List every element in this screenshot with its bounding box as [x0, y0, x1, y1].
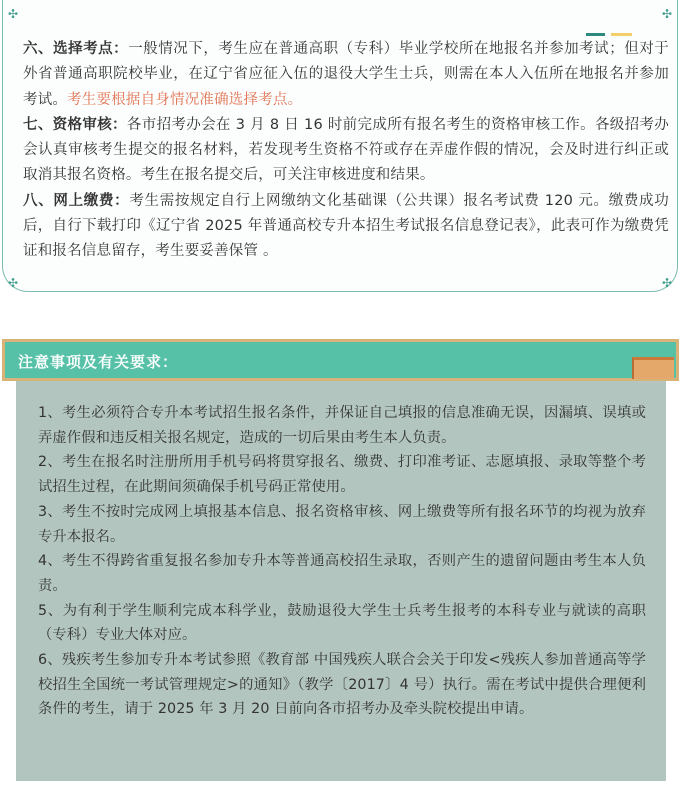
- section-heading: 六、选择考点：: [23, 41, 129, 57]
- notice-body: [16, 381, 666, 781]
- decorative-bar: [611, 33, 632, 36]
- corner-ornament-icon: ✣: [8, 7, 19, 21]
- corner-ornament-icon: ✣: [8, 276, 19, 290]
- section-text: 一般情况下，考生应在普通高职（专科）毕业学校所在地报名并参加考试；但对于外省普通高职院校毕业，在辽宁省应征入伍的退役大学生士兵，则需在本人入伍所在地报名并参加考试。: [23, 41, 669, 108]
- book-icon: [632, 357, 674, 379]
- corner-ornament-icon: ✣: [661, 7, 672, 21]
- section-exam-site: [23, 37, 669, 113]
- section-qualification-review: [23, 113, 669, 189]
- section-text: 考生需按规定自行上网缴纳文化基础课（公共课）报名考试费 120 元。缴费成功后，自行下载打印《辽宁省 2025 年普通高校专升本招生考试报名信息登记表》，此表可作为缴费凭证和报名信息留存，考生要妥善保管 。: [23, 192, 669, 260]
- list-item: 6、残疾考生参加专升本考试参照《教育部 中国残疾人联合会关于印发<残疾人参加普通高等学校招生全国统一考试管理规定>的通知》（教学〔2017〕4 号）执行。需在考试中提供合理便利条件的考生，请于 2025 年 3 月 20 日前向各市招考办及牵头院校提出申请。: [38, 652, 646, 718]
- section-heading: 八、网上缴费：: [23, 192, 130, 209]
- section-highlight: 考生要根据自身情况准确选择考点。: [67, 91, 303, 108]
- list-item: 4、考生不得跨省重复报名参加专升本等普通高校招生录取，否则产生的遗留问题由考生本人负责。: [38, 553, 646, 594]
- section-online-payment: [23, 189, 669, 265]
- notice-title: 注意事项及有关要求：: [18, 353, 179, 371]
- list-item: 1、考生必须符合专升本考试招生报名条件，并保证自己填报的信息准确无误，因漏填、误填或弄虚作假和违反相关报名规定，造成的一切后果由考生本人负责。: [38, 405, 646, 446]
- decorative-bar: [586, 33, 605, 36]
- section-text: 各市招考办会在 3 月 8 日 16 时前完成所有报名考生的资格审核工作。各级招考办会认真审核考生提交的报名材料，若发现考生资格不符或存在弄虚作假的情况，会及时进行纠正或取消其报名资格。考生在报名提交后，可关注审核进度和结果。: [23, 116, 670, 184]
- notice-header: [2, 339, 679, 381]
- info-card: [2, 0, 678, 292]
- section-heading: 七、资格审核：: [23, 116, 127, 133]
- info-card-body: [23, 37, 669, 265]
- list-item: 5、为有利于学生顺利完成本科学业，鼓励退役大学生士兵考生报考的本科专业与就读的高职（专科）专业大体对应。: [38, 602, 646, 644]
- list-item: 3、考生不按时完成网上填报基本信息、报名资格审核、网上缴费等所有报名环节的均视为放弃专升本报名。: [38, 503, 646, 545]
- notice-list: [38, 401, 646, 722]
- list-item: 2、考生在报名时注册所用手机号码将贯穿报名、缴费、打印准考证、志愿填报、录取等整个考试招生过程，在此期间须确保手机号码正常使用。: [38, 454, 646, 496]
- corner-ornament-icon: ✣: [661, 276, 672, 290]
